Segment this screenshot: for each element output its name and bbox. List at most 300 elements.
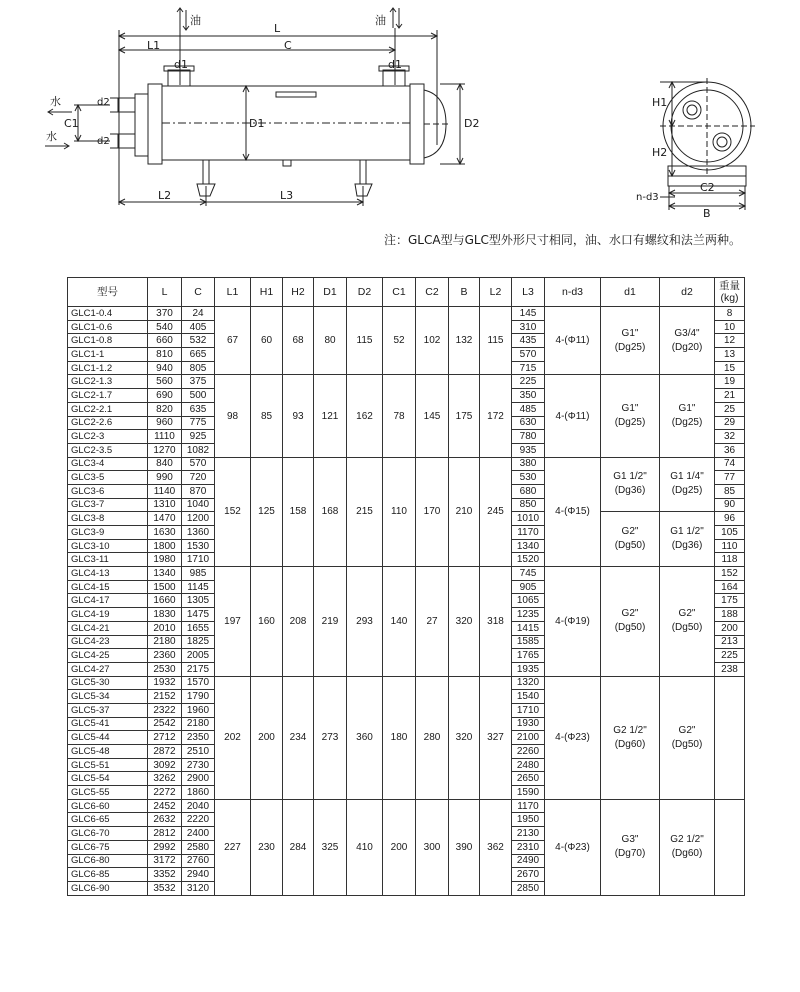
cell-model: GLC5-54: [68, 772, 148, 786]
header-H1: H1: [251, 278, 283, 307]
cell-C: 775: [182, 416, 215, 430]
cell-d2-line: (Dg50): [671, 622, 703, 634]
cell-L: 2992: [148, 840, 182, 854]
cell-d1: [601, 799, 660, 895]
cell-model: GLC5-51: [68, 758, 148, 772]
cell-L3: 2310: [512, 840, 545, 854]
cell-C: 1960: [182, 703, 215, 717]
cell-L: 560: [148, 375, 182, 389]
header-C: C: [182, 278, 215, 307]
header-d2: d2: [660, 278, 715, 307]
dim-L1-label: L1: [147, 39, 161, 52]
dim-C-label: C: [284, 39, 292, 52]
cell-model: GLC6-65: [68, 813, 148, 827]
cell-L3: 2850: [512, 881, 545, 895]
cell-L3: 1415: [512, 621, 545, 635]
cell-model: GLC4-25: [68, 649, 148, 663]
cell-d2-line: G1 1/4": [670, 471, 704, 483]
header-D2: D2: [347, 278, 383, 307]
cell-model: GLC3-11: [68, 553, 148, 567]
dim-D1-label: D1: [249, 117, 265, 130]
cell-weight: 110: [715, 539, 745, 553]
cell-nd3: 4-(Φ23): [545, 799, 601, 895]
cell-d1-line: (Dg50): [614, 540, 646, 552]
header-L: L: [148, 278, 182, 307]
cell-d2-line: (Dg50): [671, 738, 703, 750]
cell-d1-line: (Dg70): [614, 848, 646, 860]
cell-L3: 2100: [512, 731, 545, 745]
cell-L2: 245: [480, 457, 512, 567]
cell-L3: 2480: [512, 758, 545, 772]
cell-C: 570: [182, 457, 215, 471]
cell-weight: 77: [715, 471, 745, 485]
cell-L2: 318: [480, 567, 512, 677]
dim-d2-top-label: d2: [97, 97, 110, 108]
cell-nd3: 4-(Φ15): [545, 457, 601, 567]
drawing-note: 注：GLCA型与GLC型外形尺寸相同，油、水口有螺纹和法兰两种。: [384, 233, 741, 247]
cell-model: GLC4-23: [68, 635, 148, 649]
cell-weight: 12: [715, 334, 745, 348]
dim-d1-right-label: d1: [388, 58, 402, 71]
cell-L: 3352: [148, 868, 182, 882]
cell-weight: 225: [715, 649, 745, 663]
cell-L: 810: [148, 348, 182, 362]
cell-D2: 410: [347, 799, 383, 895]
oil-inlet-arrow: [177, 8, 189, 30]
cell-weight: 152: [715, 567, 745, 581]
cell-nd3: 4-(Φ11): [545, 307, 601, 375]
cell-weight: 8: [715, 307, 745, 321]
cell-C: 1860: [182, 786, 215, 800]
cell-model: GLC4-15: [68, 580, 148, 594]
cell-L: 1310: [148, 498, 182, 512]
cell-d1-line: G3": [621, 834, 639, 846]
cell-L3: 2260: [512, 745, 545, 759]
cell-d1: [601, 307, 660, 375]
cell-L1: 98: [215, 375, 251, 457]
cell-d2-line: G2": [678, 608, 696, 620]
cell-weight: 13: [715, 348, 745, 362]
cell-H1: 230: [251, 799, 283, 895]
cell-L: 990: [148, 471, 182, 485]
cell-model: GLC5-37: [68, 703, 148, 717]
cell-weight: 32: [715, 430, 745, 444]
table-header-row: [68, 278, 745, 307]
cell-H1: 125: [251, 457, 283, 567]
cell-L1: 197: [215, 567, 251, 677]
cell-L: 1500: [148, 580, 182, 594]
dim-L-label: L: [274, 22, 281, 35]
cell-L1: 67: [215, 307, 251, 375]
cell-B: 320: [449, 676, 480, 799]
cell-L: 3262: [148, 772, 182, 786]
cell-L1: 152: [215, 457, 251, 567]
cell-L2: 172: [480, 375, 512, 457]
cell-model: GLC5-44: [68, 731, 148, 745]
cell-L3: 1585: [512, 635, 545, 649]
cell-H2: 208: [283, 567, 314, 677]
oil-nozzle-left: [168, 70, 190, 86]
cell-L3: 530: [512, 471, 545, 485]
dim-D2-label: D2: [464, 117, 480, 130]
cell-d1-line: (Dg25): [614, 417, 646, 428]
cell-model: GLC6-75: [68, 840, 148, 854]
cell-L: 2180: [148, 635, 182, 649]
cell-L: 660: [148, 334, 182, 348]
cell-L: 1800: [148, 539, 182, 553]
cell-L3: 1520: [512, 553, 545, 567]
cell-C: 1360: [182, 526, 215, 540]
cell-D2: 360: [347, 676, 383, 799]
dim-L2-label: L2: [158, 189, 172, 202]
cell-model: GLC1-0.8: [68, 334, 148, 348]
cell-L3: 435: [512, 334, 545, 348]
left-flange: [148, 84, 162, 164]
technical-drawing: [0, 0, 800, 260]
cell-L3: 2670: [512, 868, 545, 882]
cell-C: 1530: [182, 539, 215, 553]
cell-model: GLC3-10: [68, 539, 148, 553]
cell-model: GLC3-7: [68, 498, 148, 512]
cell-L3: 630: [512, 416, 545, 430]
cell-C: 2940: [182, 868, 215, 882]
cell-L: 2530: [148, 662, 182, 676]
header-weight: 重量(kg): [715, 278, 745, 307]
cell-C: 1475: [182, 608, 215, 622]
cell-weight: 25: [715, 402, 745, 416]
header-B: B: [449, 278, 480, 307]
cell-weight: 15: [715, 361, 745, 375]
cell-H2: 93: [283, 375, 314, 457]
spec-table: [67, 277, 745, 896]
dim-nd3-label: n-d3: [636, 192, 659, 203]
header-C1: C1: [383, 278, 416, 307]
cell-C: 2760: [182, 854, 215, 868]
cell-L: 2452: [148, 799, 182, 813]
cell-model: GLC4-13: [68, 567, 148, 581]
cell-L3: 1930: [512, 717, 545, 731]
cell-L3: 1010: [512, 512, 545, 526]
cell-L3: 780: [512, 430, 545, 444]
cell-C: 1790: [182, 690, 215, 704]
cell-nd3: 4-(Φ23): [545, 676, 601, 799]
cell-L: 940: [148, 361, 182, 375]
cell-C: 2730: [182, 758, 215, 772]
dim-C2-label: C2: [700, 181, 715, 194]
cell-L: 2632: [148, 813, 182, 827]
cell-weight: 238: [715, 662, 745, 676]
cell-weight: 36: [715, 443, 745, 457]
cell-C: 805: [182, 361, 215, 375]
cell-model: GLC2-3.5: [68, 443, 148, 457]
cell-d2-line: G1 1/2": [670, 526, 704, 538]
cell-C: 2510: [182, 745, 215, 759]
dim-H2-label: H2: [652, 146, 668, 159]
cell-L3: 935: [512, 443, 545, 457]
cell-weight: 85: [715, 484, 745, 498]
cell-d1-line: (Dg60): [614, 738, 646, 750]
cell-d1-line: G1": [621, 327, 639, 339]
cell-model: GLC1-1.2: [68, 361, 148, 375]
cell-C2: 145: [416, 375, 449, 457]
cell-L3: 1170: [512, 526, 545, 540]
header-nd3: n-d3: [545, 278, 601, 307]
cell-L: 1830: [148, 608, 182, 622]
cell-C: 24: [182, 307, 215, 321]
oil-nozzle-right: [383, 70, 405, 86]
drawing-lines: [0, 0, 800, 260]
header-L2: L2: [480, 278, 512, 307]
cell-weight: 188: [715, 608, 745, 622]
cell-d2: [660, 512, 715, 567]
cell-L3: 1170: [512, 799, 545, 813]
table-row: [68, 567, 745, 581]
cell-d1-line: G2": [621, 608, 639, 620]
cell-L: 1140: [148, 484, 182, 498]
dim-C1-label: C1: [64, 117, 79, 130]
cell-L3: 485: [512, 402, 545, 416]
cell-d1: [601, 457, 660, 512]
cell-d2: [660, 307, 715, 375]
cell-nd3: 4-(Φ11): [545, 375, 601, 457]
cell-d2-line: G2": [678, 724, 696, 736]
cell-weight: 200: [715, 621, 745, 635]
cell-C: 985: [182, 567, 215, 581]
cell-H2: 234: [283, 676, 314, 799]
cell-C: 1145: [182, 580, 215, 594]
cell-L3: 1065: [512, 594, 545, 608]
cell-weight: 21: [715, 389, 745, 403]
cell-L3: 1340: [512, 539, 545, 553]
cell-L3: 1765: [512, 649, 545, 663]
cell-model: GLC6-60: [68, 799, 148, 813]
cell-C: 500: [182, 389, 215, 403]
cell-L1: 227: [215, 799, 251, 895]
cell-B: 390: [449, 799, 480, 895]
cell-L3: 850: [512, 498, 545, 512]
cell-L: 1980: [148, 553, 182, 567]
water-label-top: 水: [50, 95, 61, 108]
cell-L3: 1590: [512, 786, 545, 800]
dim-H1-label: H1: [652, 96, 668, 109]
cell-L3: 350: [512, 389, 545, 403]
water-label-bottom: 水: [46, 130, 57, 143]
cell-weight-empty: [715, 799, 745, 895]
cell-L3: 1950: [512, 813, 545, 827]
cell-weight: 175: [715, 594, 745, 608]
cell-C2: 280: [416, 676, 449, 799]
cell-model: GLC2-1.7: [68, 389, 148, 403]
table-row: [68, 676, 745, 690]
cell-model: GLC4-21: [68, 621, 148, 635]
cell-L3: 1320: [512, 676, 545, 690]
cell-L3: 380: [512, 457, 545, 471]
cell-D1: 80: [314, 307, 347, 375]
table-row: [68, 307, 745, 321]
cell-model: GLC2-2.6: [68, 416, 148, 430]
dim-d1-left-label: d1: [174, 58, 188, 71]
cell-C: 2350: [182, 731, 215, 745]
cell-C: 720: [182, 471, 215, 485]
cell-d2-line: (Dg25): [671, 417, 703, 428]
table-row: [68, 799, 745, 813]
cell-L3: 1710: [512, 703, 545, 717]
cell-C: 1040: [182, 498, 215, 512]
cell-model: GLC3-5: [68, 471, 148, 485]
cell-d2: [660, 799, 715, 895]
cell-L: 820: [148, 402, 182, 416]
cell-L3: 145: [512, 307, 545, 321]
cell-L: 2812: [148, 827, 182, 841]
header-L3: L3: [512, 278, 545, 307]
cell-L: 1470: [148, 512, 182, 526]
cell-model: GLC1-1: [68, 348, 148, 362]
cell-L2: 115: [480, 307, 512, 375]
oil-label-right: 油: [375, 14, 386, 27]
cell-C: 2400: [182, 827, 215, 841]
cell-weight: 164: [715, 580, 745, 594]
cell-model: GLC4-19: [68, 608, 148, 622]
cell-model: GLC5-30: [68, 676, 148, 690]
cell-L3: 2650: [512, 772, 545, 786]
cell-L3: 310: [512, 320, 545, 334]
cell-H2: 68: [283, 307, 314, 375]
cell-L3: 905: [512, 580, 545, 594]
cell-L3: 570: [512, 348, 545, 362]
cell-d1-line: G2": [621, 526, 639, 538]
header-D1: D1: [314, 278, 347, 307]
cell-weight: 90: [715, 498, 745, 512]
cell-d1: [601, 567, 660, 677]
right-flange: [410, 84, 424, 164]
oil-outlet-arrow: [390, 8, 402, 28]
cell-model: GLC6-90: [68, 881, 148, 895]
cell-L3: 680: [512, 484, 545, 498]
cell-C: 1710: [182, 553, 215, 567]
cell-B: 175: [449, 375, 480, 457]
dim-L3-label: L3: [280, 189, 294, 202]
cell-d2-line: G3/4": [674, 327, 700, 339]
cell-D1: 219: [314, 567, 347, 677]
cell-L: 960: [148, 416, 182, 430]
cell-model: GLC3-9: [68, 526, 148, 540]
cell-d2-line: (Dg25): [671, 485, 703, 497]
cell-d1-line: G1": [621, 403, 639, 414]
cell-B: 320: [449, 567, 480, 677]
cell-C2: 170: [416, 457, 449, 567]
cell-model: GLC3-4: [68, 457, 148, 471]
cell-L: 2872: [148, 745, 182, 759]
cell-C: 665: [182, 348, 215, 362]
cell-B: 132: [449, 307, 480, 375]
table-body: [68, 307, 745, 896]
cell-L: 2360: [148, 649, 182, 663]
cell-L: 2272: [148, 786, 182, 800]
cell-C2: 27: [416, 567, 449, 677]
cell-C2: 102: [416, 307, 449, 375]
cell-D2: 215: [347, 457, 383, 567]
cell-D2: 115: [347, 307, 383, 375]
cell-L: 1270: [148, 443, 182, 457]
cell-D1: 273: [314, 676, 347, 799]
cell-C1: 200: [383, 799, 416, 895]
cell-H2: 284: [283, 799, 314, 895]
cell-C: 1082: [182, 443, 215, 457]
cell-model: GLC2-1.3: [68, 375, 148, 389]
cell-C: 635: [182, 402, 215, 416]
cell-L: 2542: [148, 717, 182, 731]
header-C2: C2: [416, 278, 449, 307]
cell-d1-line: (Dg50): [614, 622, 646, 634]
cell-L: 1110: [148, 430, 182, 444]
cell-weight: 19: [715, 375, 745, 389]
cell-d1: [601, 676, 660, 799]
cell-model: GLC4-27: [68, 662, 148, 676]
cell-model: GLC4-17: [68, 594, 148, 608]
cell-weight: 118: [715, 553, 745, 567]
cell-model: GLC5-41: [68, 717, 148, 731]
cell-weight: 96: [715, 512, 745, 526]
cell-d2: [660, 676, 715, 799]
cell-L3: 1540: [512, 690, 545, 704]
cell-model: GLC3-8: [68, 512, 148, 526]
cell-model: GLC3-6: [68, 484, 148, 498]
cell-C: 1655: [182, 621, 215, 635]
cell-model: GLC5-48: [68, 745, 148, 759]
header-H2: H2: [283, 278, 314, 307]
cell-L3: 1935: [512, 662, 545, 676]
cell-L1: 202: [215, 676, 251, 799]
cell-D1: 121: [314, 375, 347, 457]
header-model: 型号: [68, 278, 148, 307]
cell-d2-line: (Dg20): [671, 341, 703, 353]
cell-C: 2005: [182, 649, 215, 663]
cell-C: 1825: [182, 635, 215, 649]
cell-weight: 29: [715, 416, 745, 430]
cell-model: GLC5-55: [68, 786, 148, 800]
cell-weight: 105: [715, 526, 745, 540]
cell-C1: 140: [383, 567, 416, 677]
cell-L3: 745: [512, 567, 545, 581]
cell-d2-line: (Dg60): [671, 848, 703, 860]
cell-d2: [660, 375, 715, 457]
cell-L: 3172: [148, 854, 182, 868]
cell-L3: 715: [512, 361, 545, 375]
cell-d2-line: (Dg36): [671, 540, 703, 552]
cell-L: 3532: [148, 881, 182, 895]
cell-H1: 85: [251, 375, 283, 457]
cell-L: 3092: [148, 758, 182, 772]
cell-C: 1200: [182, 512, 215, 526]
table-row: [68, 375, 745, 389]
cell-L: 690: [148, 389, 182, 403]
cell-C: 2175: [182, 662, 215, 676]
oil-label-left: 油: [190, 14, 201, 27]
cell-H2: 158: [283, 457, 314, 567]
dim-B-label: B: [703, 207, 711, 220]
cell-C: 532: [182, 334, 215, 348]
cell-L: 2010: [148, 621, 182, 635]
cell-H1: 200: [251, 676, 283, 799]
cell-C: 1570: [182, 676, 215, 690]
cell-B: 210: [449, 457, 480, 567]
cell-C: 2040: [182, 799, 215, 813]
cell-model: GLC1-0.6: [68, 320, 148, 334]
cell-C: 2220: [182, 813, 215, 827]
cell-d1-line: G1 1/2": [613, 471, 647, 483]
cell-d1-line: (Dg36): [614, 485, 646, 497]
cell-model: GLC2-2.1: [68, 402, 148, 416]
